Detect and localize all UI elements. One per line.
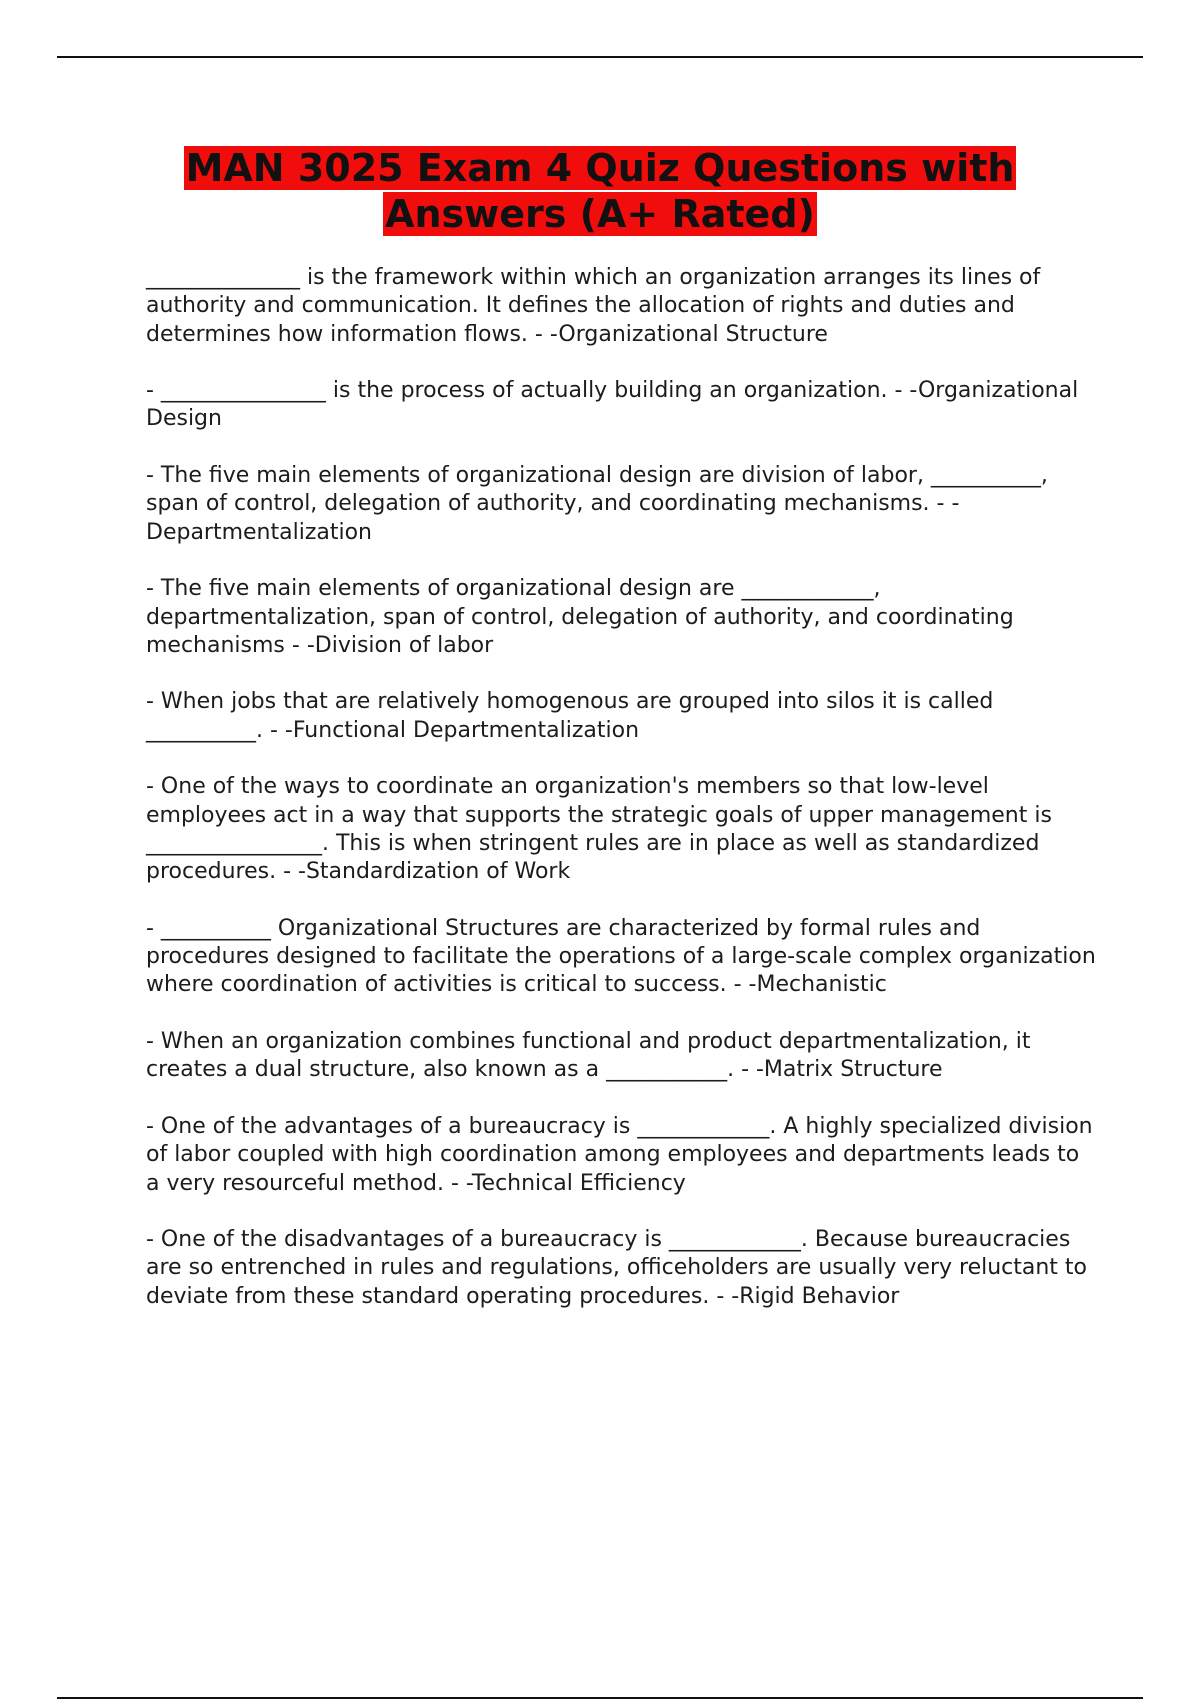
- top-rule: [57, 56, 1143, 58]
- qa-item-8: - When an organization combines functional and product departmentalization, it creates a dual structure, also known as a ___________. - -Matrix Structure: [146, 1029, 1031, 1083]
- qa-list: [146, 264, 1096, 1339]
- qa-item-3: - The five main elements of organizational design are division of labor, __________, span of control, delegation of authority, and coordinating mechanisms. - -Departmentalization: [146, 463, 1048, 545]
- title-line-1: MAN 3025 Exam 4 Quiz Questions with: [185, 146, 1015, 190]
- qa-item-2: - _______________ is the process of actually building an organization. - -Organizational Design: [146, 378, 1079, 432]
- qa-item-10: - One of the disadvantages of a bureaucracy is ____________. Because bureaucracies are so entrenched in rules and regulations, officeholders are usually very reluctant to deviate from these standard operating procedures. - -Rigid Behavior: [146, 1227, 1088, 1309]
- qa-item-1: ______________ is the framework within which an organization arranges its lines of authority and communication. It defines the allocation of rights and duties and determines how information flows. - -Organizational Structure: [146, 265, 1041, 347]
- page-title: [100, 145, 1100, 237]
- qa-item-4: - The five main elements of organizational design are ____________, departmentalization, span of control, delegation of authority, and coordinating mechanisms - -Division of labor: [146, 576, 1014, 658]
- qa-item-6: - One of the ways to coordinate an organization's members so that low-level employees act in a way that supports the strategic goals of upper management is ________________. This is when stringent rules are in place as well as standardized procedures. - -Standardization of Work: [146, 774, 1052, 885]
- title-line-2: Answers (A+ Rated): [385, 192, 815, 236]
- qa-item-5: - When jobs that are relatively homogenous are grouped into silos it is called __________. - -Functional Departmentalization: [146, 689, 994, 743]
- qa-item-7: - __________ Organizational Structures are characterized by formal rules and procedures designed to facilitate the operations of a large-scale complex organization where coordination of activities is critical to success. - -Mechanistic: [146, 915, 1096, 998]
- qa-item-9: - One of the advantages of a bureaucracy is ____________. A highly specialized division of labor coupled with high coordination among employees and departments leads to a very resourceful method. - -Technical Efficiency: [146, 1113, 1093, 1196]
- bottom-rule: [57, 1697, 1143, 1699]
